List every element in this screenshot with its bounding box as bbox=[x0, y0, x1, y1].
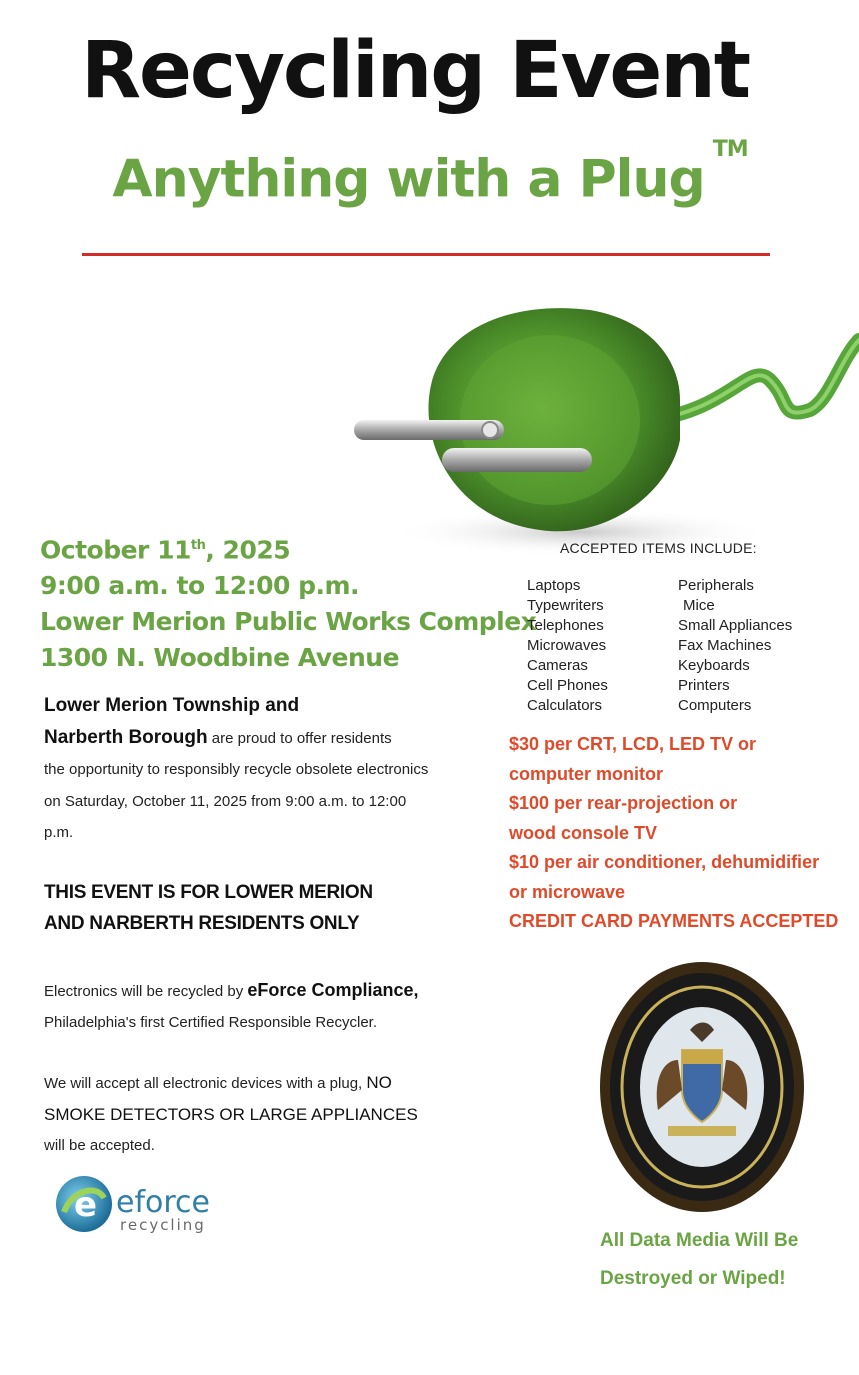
fee-line: or microwave bbox=[509, 881, 626, 902]
list-item: Keyboards bbox=[678, 657, 750, 674]
recycler-prefix: Electronics will be recycled by bbox=[44, 983, 248, 1000]
residents-line-2: AND NARBERTH RESIDENTS ONLY bbox=[44, 913, 360, 934]
intro-paragraph bbox=[44, 690, 464, 849]
accepted-items-heading: ACCEPTED ITEMS INCLUDE: bbox=[560, 540, 757, 556]
note-prefix: We will accept all electronic devices with a plug, bbox=[44, 1075, 367, 1092]
intro-line-4: p.m. bbox=[44, 824, 74, 841]
data-media-line-2: Destroyed or Wiped! bbox=[600, 1268, 786, 1289]
list-item: Laptops bbox=[527, 577, 581, 594]
recycler-line-2: Philadelphia's first Certified Responsible Recycler. bbox=[44, 1014, 378, 1031]
intro-line-1 bbox=[44, 722, 464, 755]
list-item: Peripherals bbox=[678, 577, 754, 594]
logo-e-glyph: e bbox=[74, 1185, 98, 1225]
list-item: Fax Machines bbox=[678, 637, 772, 654]
subtitle-text: Anything with a Plug bbox=[112, 149, 705, 210]
note-no: NO bbox=[366, 1073, 392, 1092]
eforce-e-logo-icon bbox=[52, 1170, 222, 1240]
residents-notice bbox=[44, 877, 373, 939]
page-title: Recycling Event bbox=[80, 26, 750, 116]
list-item: Mice bbox=[683, 597, 715, 614]
note-line-3: will be accepted. bbox=[44, 1137, 155, 1154]
fee-line: $100 per rear-projection or bbox=[509, 793, 738, 813]
list-item: Printers bbox=[678, 677, 730, 694]
fee-line: CREDIT CARD PAYMENTS ACCEPTED bbox=[509, 911, 839, 931]
event-time: 9:00 a.m. to 12:00 p.m. bbox=[40, 571, 360, 601]
accepted-items-left bbox=[527, 576, 608, 716]
logo-word-2: recycling bbox=[120, 1216, 206, 1234]
fee-list bbox=[509, 730, 838, 937]
recycler-line-1 bbox=[44, 975, 418, 1007]
data-media-line-1: All Data Media Will Be bbox=[600, 1230, 799, 1251]
event-date-month-day: October 11 bbox=[40, 535, 191, 565]
township-seal-icon bbox=[598, 960, 806, 1214]
intro-line1-text: are proud to offer residents bbox=[207, 729, 392, 747]
list-item: Computers bbox=[678, 697, 752, 714]
grass-plug-icon bbox=[350, 300, 859, 560]
list-item: Microwaves bbox=[527, 637, 607, 654]
residents-line-1: THIS EVENT IS FOR LOWER MERION bbox=[44, 882, 373, 903]
logo-word-1: eforce bbox=[116, 1185, 210, 1220]
accepted-items-right bbox=[678, 576, 792, 716]
list-item: Cameras bbox=[527, 657, 588, 674]
list-item: Typewriters bbox=[527, 597, 604, 614]
accept-note bbox=[44, 1067, 418, 1161]
list-item: Small Appliances bbox=[678, 617, 793, 634]
event-date bbox=[40, 528, 536, 568]
note-line-1 bbox=[44, 1067, 418, 1099]
list-item: Calculators bbox=[527, 697, 603, 714]
header-divider bbox=[82, 253, 770, 256]
event-date-ordinal: th bbox=[190, 538, 206, 553]
fee-line: wood console TV bbox=[509, 822, 658, 843]
event-address: 1300 N. Woodbine Avenue bbox=[40, 643, 400, 673]
recycler-name: eForce Compliance, bbox=[247, 980, 419, 1000]
list-item: Telephones bbox=[527, 617, 604, 634]
trademark-mark: TM bbox=[712, 137, 748, 162]
note-line-2: SMOKE DETECTORS OR LARGE APPLIANCES bbox=[44, 1105, 418, 1124]
fee-line: $10 per air conditioner, dehumidifier bbox=[509, 852, 820, 872]
list-item: Cell Phones bbox=[527, 677, 608, 694]
intro-line-2: the opportunity to responsibly recycle obsolete electronics bbox=[44, 761, 429, 778]
page-subtitle bbox=[0, 137, 859, 211]
fee-line: $30 per CRT, LCD, LED TV or bbox=[509, 734, 757, 754]
recycler-info bbox=[44, 975, 418, 1038]
event-date-year: , 2025 bbox=[205, 535, 291, 565]
intro-line-3: on Saturday, October 11, 2025 from 9:00 a.m. to 12:00 bbox=[44, 792, 407, 810]
intro-org1: Lower Merion Township and bbox=[44, 695, 300, 716]
data-media-notice bbox=[600, 1222, 810, 1298]
intro-org2: Narberth Borough bbox=[44, 726, 208, 748]
event-details bbox=[40, 528, 536, 676]
event-venue: Lower Merion Public Works Complex bbox=[40, 607, 537, 637]
fee-line: computer monitor bbox=[509, 763, 664, 784]
